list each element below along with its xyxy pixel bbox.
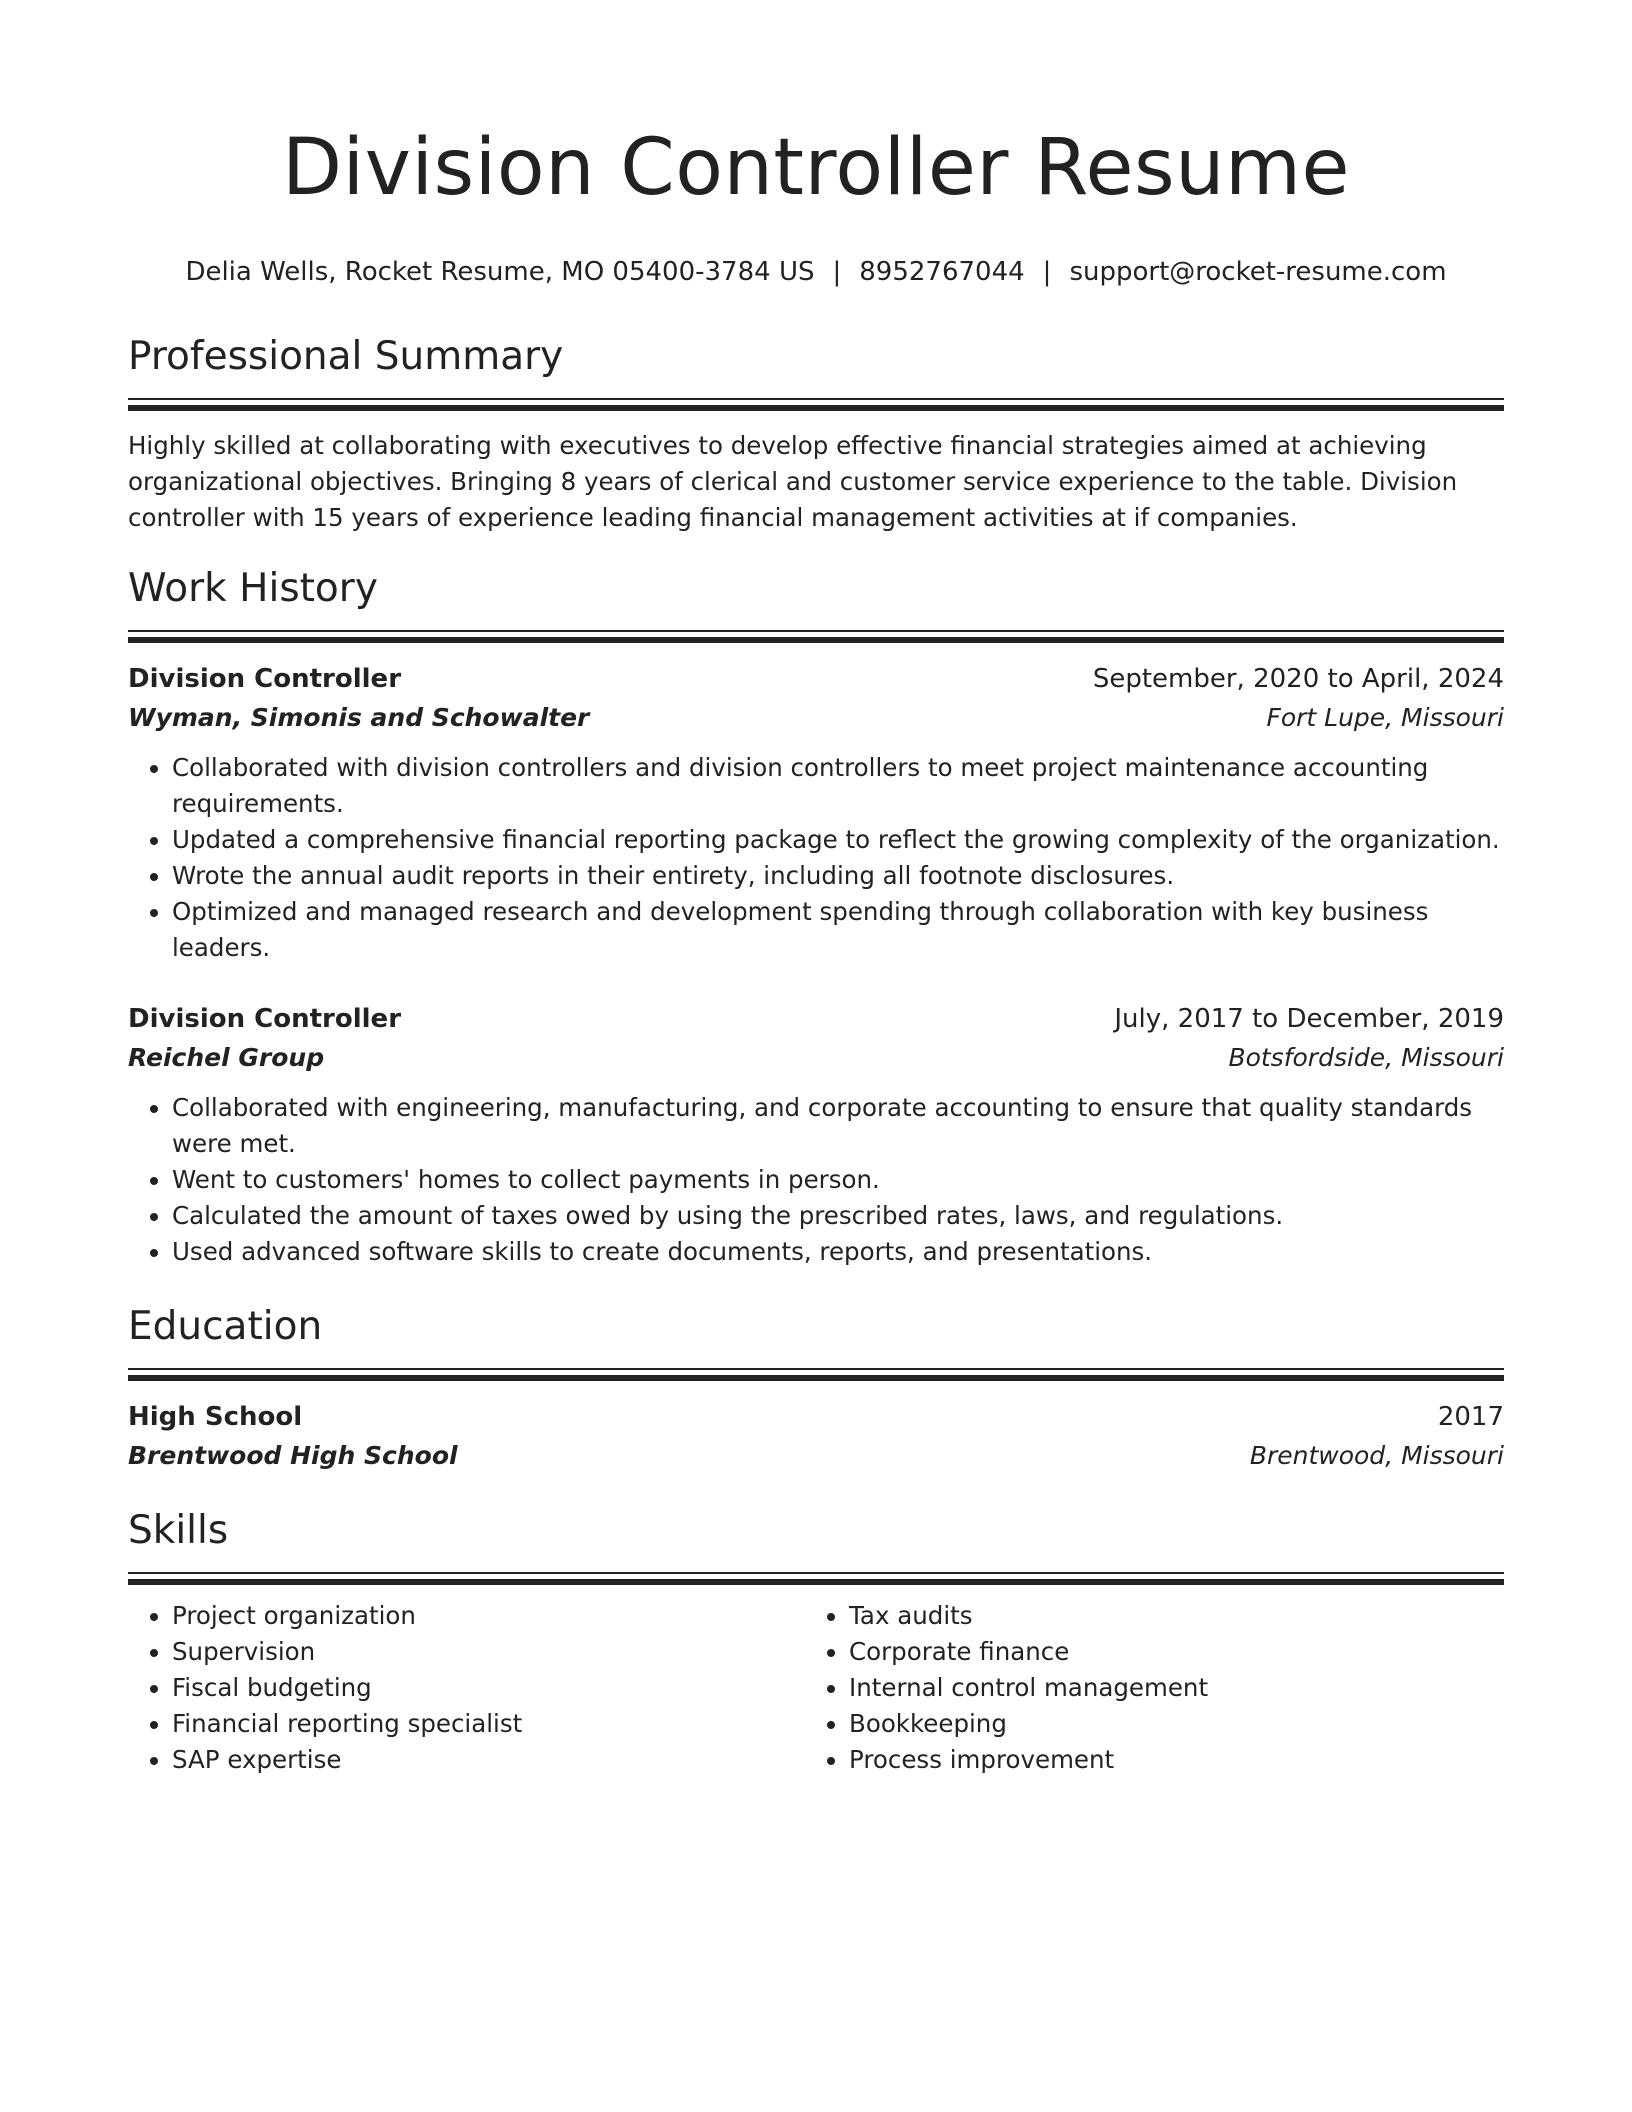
education-school-row	[128, 1436, 1504, 1476]
contact-address: Delia Wells, Rocket Resume, MO 05400-3784 US	[185, 257, 815, 287]
section-divider	[128, 630, 1504, 642]
job-bullet: • Wrote the annual audit reports in their entirety, including all footnote disclosures.	[172, 858, 1504, 894]
skill-item: • Process improvement	[849, 1742, 1504, 1778]
education-degree: High School	[128, 1402, 303, 1432]
job-header	[128, 660, 1504, 698]
education-section	[128, 1302, 1504, 1476]
job-employer-row	[128, 698, 1504, 738]
summary-text: Highly skilled at collaborating with executives to develop effective financial strategies aimed at achieving organizational objectives. Bringing 8 years of clerical and customer service experience to the table. Division controller with 15 years of experience leading financial management activities at if companies.	[128, 431, 1458, 532]
contact-phone: 8952767044	[859, 257, 1025, 287]
contact-line	[128, 254, 1504, 290]
job-entry	[128, 1000, 1504, 1270]
skill-item: • Bookkeeping	[849, 1706, 1504, 1742]
section-divider	[128, 1572, 1504, 1584]
education-year: 2017	[1437, 1402, 1504, 1432]
skill-item: • Supervision	[172, 1634, 805, 1670]
summary-heading: Professional Summary	[128, 334, 564, 379]
work-history-heading: Work History	[128, 566, 378, 611]
job-dates: September, 2020 to April, 2024	[1092, 664, 1504, 694]
skill-item: • SAP expertise	[172, 1742, 805, 1778]
job-bullet: • Used advanced software skills to create documents, reports, and presentations.	[172, 1234, 1504, 1270]
skills-section	[128, 1506, 1504, 1778]
job-title: Division Controller	[128, 664, 402, 694]
skill-item: • Tax audits	[849, 1598, 1504, 1634]
job-employer: Reichel Group	[128, 1043, 325, 1072]
page-title: Division Controller Resume	[281, 123, 1351, 213]
education-entry	[128, 1398, 1504, 1476]
job-bullet: • Collaborated with division controllers and division controllers to meet project maintenance accounting requirements.	[172, 750, 1504, 822]
job-dates: July, 2017 to December, 2019	[1114, 1004, 1504, 1034]
job-entry	[128, 660, 1504, 966]
job-bullet: • Optimized and managed research and development spending through collaboration with key business leaders.	[172, 894, 1504, 966]
job-header	[128, 1000, 1504, 1038]
job-location: Fort Lupe, Missouri	[1266, 703, 1504, 732]
education-location: Brentwood, Missouri	[1249, 1441, 1504, 1470]
skills-column-right	[805, 1598, 1504, 1778]
contact-separator: |	[832, 257, 842, 287]
job-bullets	[128, 750, 1504, 966]
skill-item: • Fiscal budgeting	[172, 1670, 805, 1706]
skill-item: • Financial reporting specialist	[172, 1706, 805, 1742]
job-bullet: • Went to customers' homes to collect payments in person.	[172, 1162, 1504, 1198]
summary-section	[128, 332, 1504, 536]
job-title: Division Controller	[128, 1004, 402, 1034]
skill-item: • Internal control management	[849, 1670, 1504, 1706]
job-bullet: • Collaborated with engineering, manufacturing, and corporate accounting to ensure that quality standards were met.	[172, 1090, 1504, 1162]
section-divider	[128, 1368, 1504, 1380]
contact-email: support@rocket-resume.com	[1069, 257, 1447, 287]
section-divider	[128, 398, 1504, 410]
skill-item: • Corporate finance	[849, 1634, 1504, 1670]
education-school: Brentwood High School	[128, 1441, 458, 1470]
contact-separator: |	[1042, 257, 1052, 287]
job-employer-row	[128, 1038, 1504, 1078]
education-header	[128, 1398, 1504, 1436]
job-location: Botsfordside, Missouri	[1228, 1043, 1504, 1072]
job-bullet: • Calculated the amount of taxes owed by using the prescribed rates, laws, and regulations.	[172, 1198, 1504, 1234]
work-history-section	[128, 564, 1504, 1270]
education-heading: Education	[128, 1304, 323, 1349]
job-bullets	[128, 1090, 1504, 1270]
job-employer: Wyman, Simonis and Schowalter	[128, 703, 590, 732]
skills-column-left	[128, 1598, 805, 1778]
skills-heading: Skills	[128, 1508, 229, 1553]
skills-list	[128, 1598, 1504, 1778]
job-bullet: • Updated a comprehensive financial reporting package to reflect the growing complexity of the organization.	[172, 822, 1504, 858]
skill-item: • Project organization	[172, 1598, 805, 1634]
